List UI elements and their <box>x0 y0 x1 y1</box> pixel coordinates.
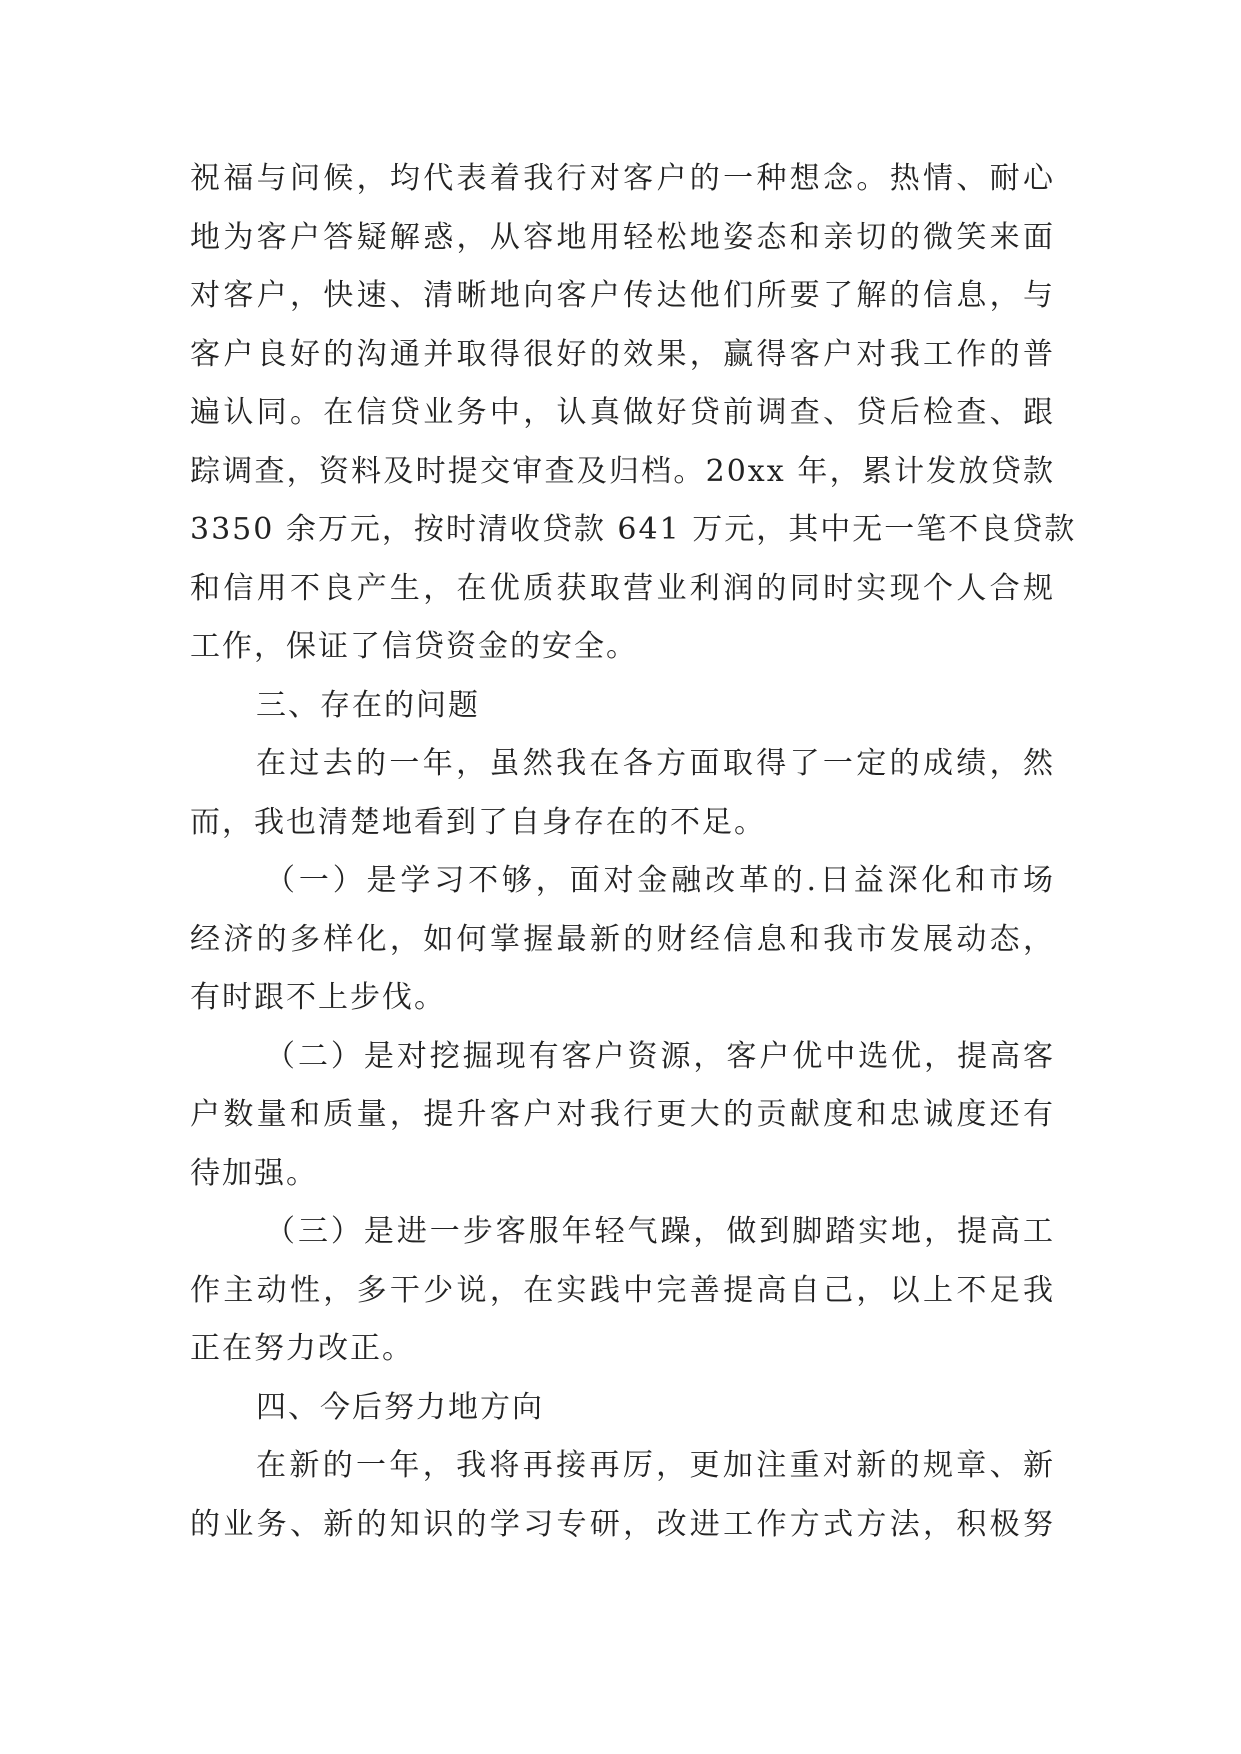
text-line: 踪调查，资料及时提交审查及归档。20xx 年，累计发放贷款 <box>190 453 1055 489</box>
text-line: 客户良好的沟通并取得很好的效果，赢得客户对我工作的普 <box>190 336 1055 372</box>
document-body <box>190 150 1077 1554</box>
list-item-three: （三）是进一步客服年轻气躁，做到脚踏实地，提高工 <box>265 1214 1055 1249</box>
text-line: 户数量和质量，提升客户对我行更大的贡献度和忠诚度还有 <box>190 1097 1055 1132</box>
text-line: 工作，保证了信贷资金的安全。 <box>190 629 638 664</box>
text-line: 在新的一年，我将再接再厉，更加注重对新的规章、新 <box>256 1448 1055 1483</box>
text-line: 对客户，快速、清晰地向客户传达他们所要了解的信息，与 <box>190 278 1055 313</box>
text-line: 和信用不良产生，在优质获取营业利润的同时实现个人合规 <box>190 570 1055 606</box>
list-item-two: （二）是对挖掘现有客户资源，客户优中选优，提高客 <box>265 1038 1055 1074</box>
text-line: 地为客户答疑解惑，从容地用轻松地姿态和亲切的微笑来面 <box>190 219 1055 255</box>
text-line: 作主动性，多干少说，在实践中完善提高自己，以上不足我 <box>190 1272 1055 1308</box>
text-line: 经济的多样化，如何掌握最新的财经信息和我市发展动态， <box>190 921 1055 957</box>
list-item-one: （一）是学习不够，面对金融改革的.日益深化和市场 <box>265 863 1055 898</box>
section-heading-direction: 四、今后努力地方向 <box>256 1389 544 1425</box>
text-line: 有时跟不上步伐。 <box>190 980 446 1015</box>
text-line: 而，我也清楚地看到了自身存在的不足。 <box>190 804 766 840</box>
text-line: 的业务、新的知识的学习专研，改进工作方式方法，积极努 <box>190 1506 1055 1542</box>
text-line: 3350 余万元，按时清收贷款 641 万元，其中无一笔不良贷款 <box>190 512 1077 547</box>
section-heading-problems: 三、存在的问题 <box>256 687 480 723</box>
text-line: 正在努力改正。 <box>190 1331 414 1366</box>
text-line: 在过去的一年，虽然我在各方面取得了一定的成绩，然 <box>256 746 1055 781</box>
text-line: 待加强。 <box>190 1155 318 1191</box>
text-line: 祝福与问候，均代表着我行对客户的一种想念。热情、耐心 <box>190 161 1055 196</box>
text-line: 遍认同。在信贷业务中，认真做好贷前调查、贷后检查、跟 <box>190 395 1055 430</box>
